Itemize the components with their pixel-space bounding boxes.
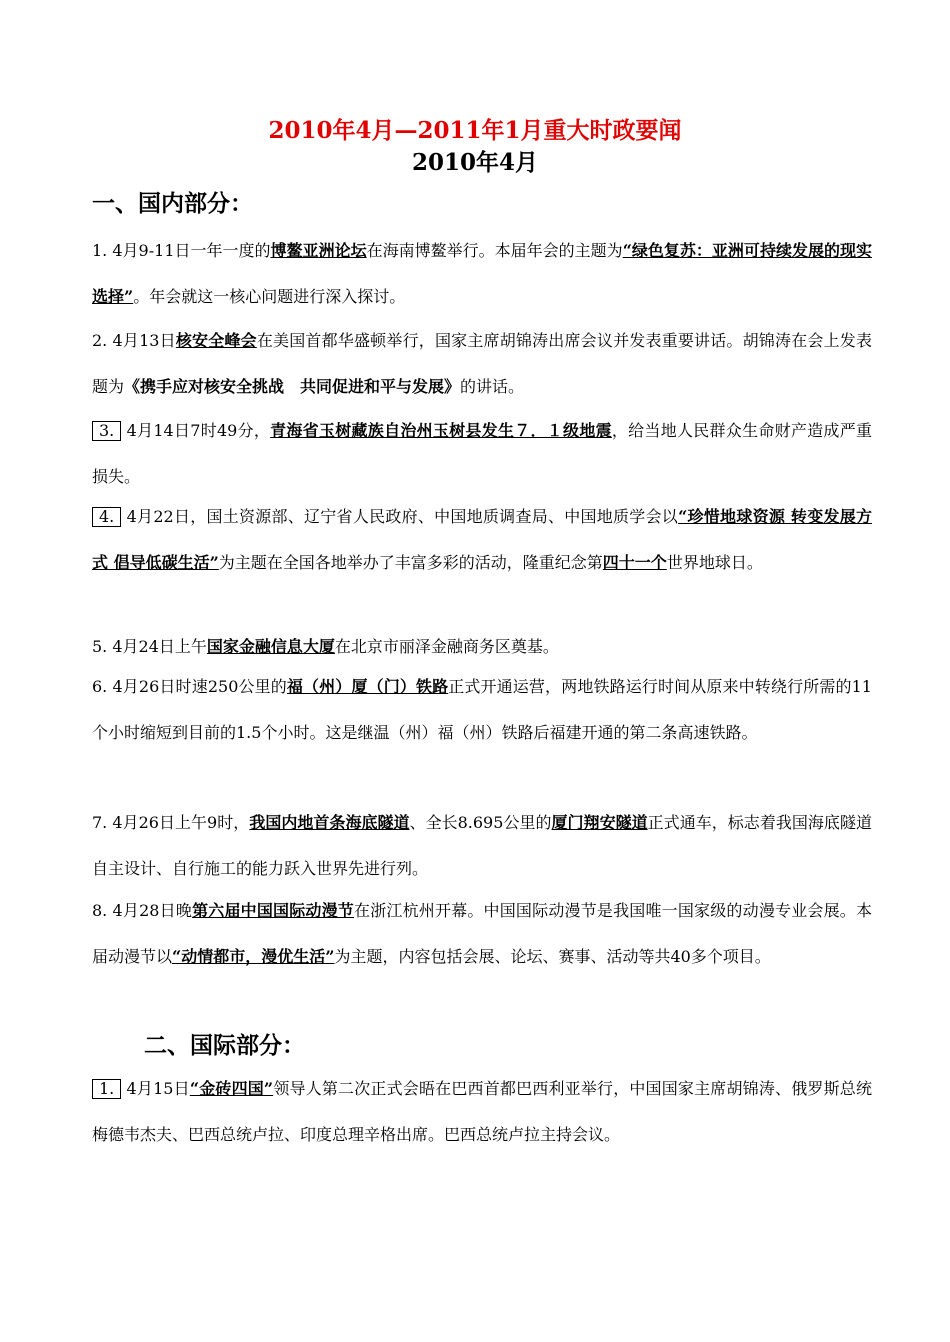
keyword: 我国内地首条海底隧道: [249, 813, 410, 832]
news-item-3: [92, 408, 872, 500]
document-title: 2010年4月—2011年1月重大时政要闻: [268, 117, 682, 144]
text: 2. 4月13日: [92, 331, 176, 350]
keyword: 福（州）厦（门）铁路: [286, 677, 449, 696]
item-number-box: 1.: [92, 1079, 121, 1099]
text: 在北京市丽泽金融商务区奠基。: [334, 637, 559, 656]
keyword: 国家金融信息大厦: [206, 637, 335, 656]
keyword: 第六届中国国际动漫节: [192, 901, 354, 920]
text: 在浙江杭州开幕。中国国际动漫节是我国唯一国家级的动漫专业会展。本届动漫节以: [92, 901, 872, 966]
keyword: 四十一个: [602, 553, 667, 572]
text: 领导人第二次正式会晤在巴西首都巴西利亚举行，中国国家主席胡锦涛、俄罗斯总统梅德韦杰夫、巴西总统卢拉、印度总理辛格出席。巴西总统卢拉主持会议。: [92, 1079, 872, 1144]
text: 正式通车，标志着我国海底隧道自主设计、自行施工的能力跃入世界先进行列。: [92, 813, 872, 878]
keyword: “珍惜地球资源 转变发展方式 倡导低碳生活”: [92, 507, 872, 572]
keyword: 博鳌亚洲论坛: [270, 241, 367, 260]
keyword: 《携手应对核安全挑战 共同促进和平与发展》: [124, 377, 461, 396]
keyword: 厦门翔安隧道: [551, 813, 648, 832]
news-item-1: [92, 228, 872, 320]
text: 1. 4月9-11日一年一度的: [92, 241, 271, 260]
text: 7. 4月26日上午9时，: [92, 813, 250, 832]
news-item-7: [92, 800, 872, 892]
text: 。年会就这一核心问题进行深入探讨。: [133, 287, 406, 306]
section-heading-international: 二、国际部分：: [144, 1032, 305, 1059]
news-item-intl-1: [92, 1066, 872, 1158]
keyword: 青海省玉树藏族自治州玉树县发生７．１级地震: [270, 421, 612, 440]
text: 世界地球日。: [666, 553, 763, 572]
news-item-8: [92, 888, 872, 980]
text: 在海南博鳌举行。本届年会的主题为: [366, 241, 623, 260]
text: 4月15日: [121, 1079, 190, 1098]
text: 4月22日，国土资源部、辽宁省人民政府、中国地质调查局、中国地质学会以: [121, 507, 679, 526]
text: 的讲话。: [460, 377, 525, 396]
text: 正式开通运营，两地铁路运行时间从原来中转绕行所需的11个小时缩短到目前的1.5个小时。这是继温（州）福（州）铁路后福建开通的第二条高速铁路。: [92, 677, 872, 742]
keyword: 核安全峰会: [175, 331, 257, 350]
item-number-box: 4.: [92, 507, 121, 527]
news-item-2: [92, 318, 872, 410]
news-item-6: [92, 664, 872, 756]
text: 4月14日7时49分，: [121, 421, 271, 440]
news-item-4: [92, 494, 872, 586]
keyword: “动情都市，漫优生活”: [172, 947, 335, 966]
text: 6. 4月26日时速250公里的: [92, 677, 287, 696]
text: 、全长8.695公里的: [409, 813, 552, 832]
section-heading-domestic: 一、国内部分：: [92, 190, 253, 217]
text: 在美国首都华盛顿举行，国家主席胡锦涛出席会议并发表重要讲话。胡锦涛在会上发表题为: [92, 331, 872, 396]
text: ，给当地人民群众生命财产造成严重损失。: [92, 421, 872, 486]
keyword: “金砖四国”: [189, 1079, 274, 1098]
text: 为主题，内容包括会展、论坛、赛事、活动等共40多个项目。: [334, 947, 771, 966]
text: 为主题在全国各地举办了丰富多彩的活动，隆重纪念第: [218, 553, 603, 572]
text: 8. 4月28日晚: [92, 901, 193, 920]
item-number-box: 3.: [92, 421, 121, 441]
text: 5. 4月24日上午: [92, 637, 207, 656]
keyword: “绿色复苏：亚洲可持续发展的现实选择”: [92, 241, 872, 306]
document-subtitle: 2010年4月: [411, 149, 539, 176]
